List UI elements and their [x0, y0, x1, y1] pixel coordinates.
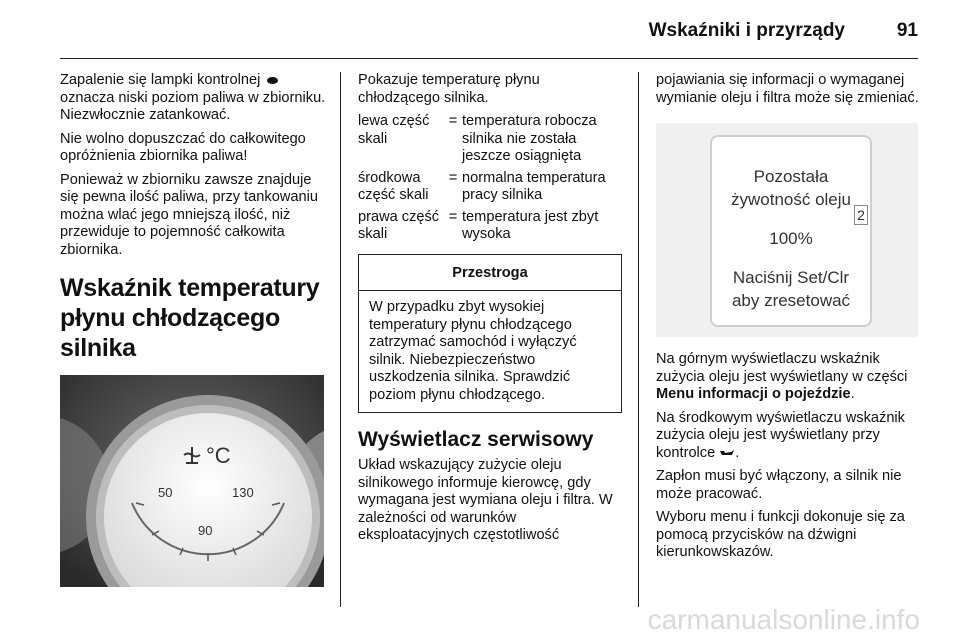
column-1 [60, 72, 328, 587]
row-value: temperatura robocza silnika nie została jeszcze osiągnięta [462, 113, 597, 164]
row-equals: = [448, 113, 458, 129]
upper-display-text-post: . [850, 386, 855, 402]
oil-life-display-image [656, 123, 918, 337]
middle-display-text-pre: Na środkowym wyświetlaczu wskaźnik zużycia oleju jest wyświetlany przy kontrolce [656, 409, 905, 461]
upper-display-text-pre: Na górnym wyświetlaczu wskaźnik zużycia oleju jest wyświetlany w części [656, 351, 908, 385]
display-page-badge: 2 [854, 205, 868, 225]
display-line-4: aby zresetować [731, 291, 851, 310]
column-3 [656, 72, 921, 568]
row-key: lewa część skali [358, 113, 430, 147]
display-line-3: Naciśnij Set/Clr [732, 268, 850, 287]
coolant-gauge-image [60, 375, 324, 587]
menu-vehicle-info-label: Menu informacji o pojeździe [656, 386, 851, 402]
upper-display-paragraph [656, 351, 921, 404]
ignition-paragraph: Zapłon musi być włączony, a silnik nie może pracować. [656, 468, 902, 502]
oil-can-icon [719, 448, 735, 458]
row-equals: = [448, 208, 458, 225]
table-row [358, 209, 622, 248]
column-divider-1 [340, 72, 341, 607]
header-divider [60, 58, 918, 59]
caution-title: Przestroga [359, 255, 621, 292]
empty-tank-paragraph: Nie wolno dopuszczać do całkowitego opróżnienia zbiornika paliwa! [60, 130, 306, 164]
column-divider-2 [638, 72, 639, 607]
service-display-body: Układ wskazujący zużycie oleju silnikowego informuje kierowcę, gdy wymagana jest wymiana oleju i filtra. W zależności od warunków eksploatacyjnych częstotliwość [358, 457, 613, 543]
watermark: carmanualsonline.info [647, 604, 920, 635]
service-display-heading: Wyświetlacz serwisowy [358, 428, 594, 451]
caution-body: W przypadku zbyt wysokiej temperatury płynu chłodzącego zatrzymać samochód i wyłączyć silnik. Niebezpieczeństwo uszkodzenia silnika. Sprawdzić poziom płynu chłodzącego. [369, 299, 577, 403]
row-value: temperatura jest zbyt wysoka [462, 208, 599, 242]
row-key: prawa część skali [358, 208, 440, 242]
display-percent: 100% [769, 229, 813, 248]
row-value: normalna temperatura pracy silnika [462, 169, 606, 203]
gauge-tick-130: 130 [232, 485, 254, 500]
caution-box [358, 254, 622, 414]
display-line-1: Pozostała [753, 167, 829, 186]
column-2 [358, 72, 622, 551]
table-row [358, 113, 622, 170]
coolant-intro: Pokazuje temperaturę płynu chłodzącego silnika. [358, 72, 540, 106]
oil-life-display-screen [710, 135, 872, 327]
display-line-2: żywotność oleju [730, 190, 851, 209]
gauge-range-table [358, 113, 622, 248]
coolant-heading: Wskaźnik temperatury płynu chłodzącego silnika [60, 274, 320, 362]
coolant-gauge-svg [60, 375, 324, 587]
fuel-warning-text-post: oznacza niski poziom paliwa w zbiorniku. Niezwłocznie zatankować. [60, 89, 326, 123]
fuel-warning-text-pre: Zapalenie się lampki kontrolnej [60, 72, 261, 88]
page-header [0, 0, 960, 60]
refuel-paragraph: Ponieważ w zbiorniku zawsze znajduje się pewna ilość paliwa, przy tankowaniu można wlać jego mniejszą ilość, niż przewiduje to pojemność całkowita zbiornika. [60, 171, 318, 258]
table-row [358, 170, 622, 209]
middle-display-text-post: . [735, 444, 740, 461]
row-equals: = [448, 169, 458, 186]
fuel-warning-dot-icon [267, 77, 278, 84]
page-number: 91 [896, 20, 918, 41]
menu-selection-paragraph: Wyboru menu i funkcji dokonuje się za pomocą przycisków na dźwigni kierunkowskazów. [656, 509, 905, 560]
fuel-warning-paragraph [60, 72, 328, 125]
page-header-title: Wskaźniki i przyrządy [648, 20, 845, 41]
oil-info-paragraph: pojawiania się informacji o wymaganej wymianie oleju i filtra może się zmieniać. [656, 72, 919, 106]
gauge-tick-50: 50 [158, 485, 173, 500]
middle-display-paragraph [656, 410, 921, 463]
row-key: środkowa część skali [358, 169, 429, 203]
gauge-unit-label: °C [206, 443, 231, 468]
gauge-tick-90: 90 [198, 523, 213, 538]
